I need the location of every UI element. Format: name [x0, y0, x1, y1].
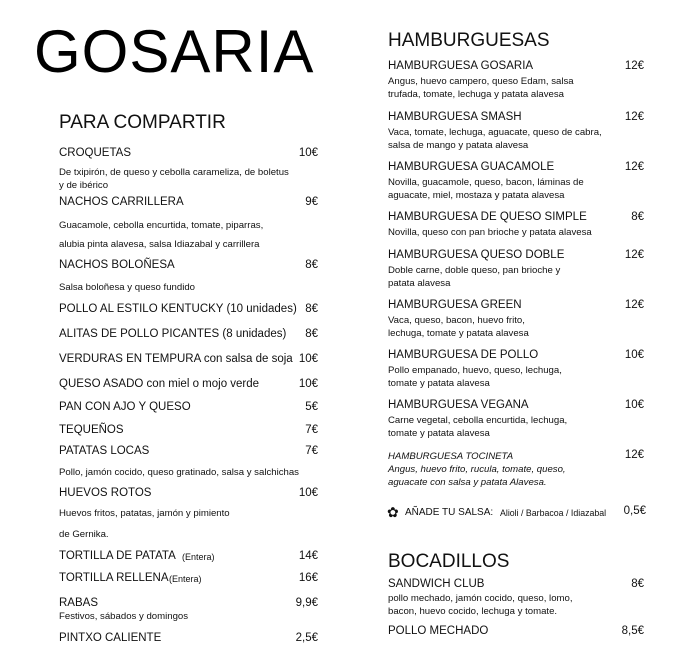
menu-item-desc: Angus, huevo campero, queso Edam, salsa — [388, 76, 574, 87]
menu-item-name: HAMBURGUESA SMASH — [388, 111, 522, 123]
menu-item-price: 12€ — [624, 161, 644, 173]
salsa-label: AÑADE TU SALSA: — [405, 507, 494, 518]
menu-item-price: 10€ — [624, 349, 644, 361]
menu-item-name: NACHOS BOLOÑESA — [59, 259, 175, 271]
menu-item-name: HAMBURGUESA QUESO DOBLE — [388, 249, 565, 261]
menu-item-name: TORTILLA DE PATATA — [59, 550, 176, 562]
menu-item-price: 7€ — [305, 424, 318, 436]
menu-item-name: TEQUEÑOS — [59, 424, 124, 436]
menu-item-price: 10€ — [298, 378, 318, 390]
menu-item-desc: Carne vegetal, cebolla encurtida, lechuga, — [388, 415, 568, 426]
menu-item-desc: Salsa boloñesa y queso fundido — [59, 282, 196, 293]
menu-item-desc: aguacate, miel, mostaza y patata alavesa — [388, 190, 565, 201]
menu-item-desc: Novilla, queso con pan brioche y patata alavesa — [388, 227, 592, 238]
menu-item-desc: Huevos fritos, patatas, jamón y pimiento — [59, 508, 230, 519]
salsa-options: Alioli / Barbacoa / Idiazabal — [500, 508, 607, 518]
menu-item-price: 8€ — [305, 259, 318, 271]
menu-item-desc: Novilla, guacamole, queso, bacon, láminas de — [388, 177, 584, 188]
menu-item-name: HAMBURGUESA VEGANA — [388, 399, 529, 411]
menu-item-price: 10€ — [298, 147, 318, 159]
menu-item-desc: bacon, huevo cocido, lechuga y tomate. — [388, 606, 558, 617]
menu-item-name: PAN CON AJO Y QUESO — [59, 401, 191, 413]
menu-item-price: 12€ — [624, 60, 644, 72]
menu-item-desc: patata alavesa — [388, 278, 451, 289]
flower-icon: ✿ — [387, 504, 399, 520]
menu-item-price: 8,5€ — [621, 625, 644, 637]
menu-item-price: 8€ — [305, 328, 318, 340]
menu-item-desc: Vaca, tomate, lechuga, aguacate, queso de cabra, — [388, 127, 602, 138]
menu-item-name: POLLO MECHADO — [388, 625, 489, 637]
menu-item-name: HUEVOS ROTOS — [59, 487, 152, 499]
menu-item-name: PATATAS LOCAS — [59, 445, 150, 457]
menu-item-price: 16€ — [298, 572, 318, 584]
menu-item-price: 7€ — [305, 445, 318, 457]
menu-item-desc: Pollo, jamón cocido, queso gratinado, salsa y salchichas — [59, 467, 299, 478]
menu-item-desc: trufada, tomate, lechuga y patata alavesa — [388, 89, 564, 100]
menu-item-name: ALITAS DE POLLO PICANTES (8 unidades) — [59, 328, 287, 340]
menu-item-price: 2,5€ — [295, 632, 318, 644]
menu-item-name: POLLO AL ESTILO KENTUCKY (10 unidades) — [59, 303, 297, 315]
menu-item-price: 8€ — [631, 578, 644, 590]
salsa-price: 0,5€ — [623, 505, 646, 517]
menu-item-desc: alubia pinta alavesa, salsa Idiazabal y carrillera — [59, 239, 260, 250]
menu-item-note: (Entera) — [182, 552, 215, 562]
menu-item-name: HAMBURGUESA DE QUESO SIMPLE — [388, 211, 587, 223]
menu-item-name: TORTILLA RELLENA — [59, 572, 169, 584]
menu-item-desc: aguacate con salsa y patata Alavesa. — [388, 477, 547, 488]
menu-item-price: 9,9€ — [295, 597, 318, 609]
menu-item-desc: salsa de mango y patata alavesa — [388, 140, 529, 151]
section-title-para-compartir: PARA COMPARTIR — [59, 112, 226, 133]
menu-item-price: 10€ — [298, 487, 318, 499]
menu-item-name: HAMBURGUESA TOCINETA — [388, 451, 514, 462]
menu-item-desc: Pollo empanado, huevo, queso, lechuga, — [388, 365, 562, 376]
menu-item-name: HAMBURGUESA GOSARIA — [388, 60, 534, 72]
restaurant-logo: GOSARIA — [34, 18, 315, 85]
menu-item-name: CROQUETAS — [59, 147, 131, 159]
menu-item-price: 12€ — [624, 449, 644, 461]
section-title-bocadillos: BOCADILLOS — [388, 551, 510, 572]
menu-item-price: 5€ — [305, 401, 318, 413]
menu-item-name: HAMBURGUESA GUACAMOLE — [388, 161, 555, 173]
menu-item-name: NACHOS CARRILLERA — [59, 196, 184, 208]
menu-item-desc: pollo mechado, jamón cocido, queso, lomo, — [388, 593, 573, 604]
menu-item-price: 12€ — [624, 299, 644, 311]
menu-item-name: RABAS — [59, 597, 98, 609]
section-title-hamburguesas: HAMBURGUESAS — [388, 30, 550, 51]
menu-item-name: HAMBURGUESA DE POLLO — [388, 349, 539, 361]
menu-item-desc: Festivos, sábados y domingos — [59, 611, 189, 622]
menu-item-name: PINTXO CALIENTE — [59, 632, 162, 644]
menu-item-price: 10€ — [298, 353, 318, 365]
menu-item-price: 14€ — [298, 550, 318, 562]
menu-item-desc: Doble carne, doble queso, pan brioche y — [388, 265, 561, 276]
menu-item-desc: De txipirón, de queso y cebolla carameliza, de boletus — [59, 167, 289, 178]
menu-item-desc: de Gernika. — [59, 529, 109, 540]
menu-item-price: 12€ — [624, 249, 644, 261]
menu-item-price: 9€ — [305, 196, 318, 208]
menu-item-price: 12€ — [624, 111, 644, 123]
menu-item-desc: tomate y patata alavesa — [388, 428, 490, 439]
menu-item-price: 8€ — [305, 303, 318, 315]
menu-item-desc: Vaca, queso, bacon, huevo frito, — [388, 315, 525, 326]
menu-item-desc: Guacamole, cebolla encurtida, tomate, piparras, — [59, 220, 264, 231]
menu-item-note: (Entera) — [169, 574, 202, 584]
menu-item-desc: lechuga, tomate y patata alavesa — [388, 328, 529, 339]
menu-item-desc: Angus, huevo frito, rucula, tomate, queso, — [388, 464, 566, 475]
menu-item-desc: y de ibérico — [59, 180, 109, 191]
menu-item-name: VERDURAS EN TEMPURA con salsa de soja — [59, 353, 293, 365]
menu-item-name: SANDWICH CLUB — [388, 578, 485, 590]
menu-item-name: QUESO ASADO con miel o mojo verde — [59, 378, 260, 390]
menu-item-price: 8€ — [631, 211, 644, 223]
menu-item-price: 10€ — [624, 399, 644, 411]
menu-item-name: HAMBURGUESA GREEN — [388, 299, 522, 311]
menu-item-desc: tomate y patata alavesa — [388, 378, 490, 389]
